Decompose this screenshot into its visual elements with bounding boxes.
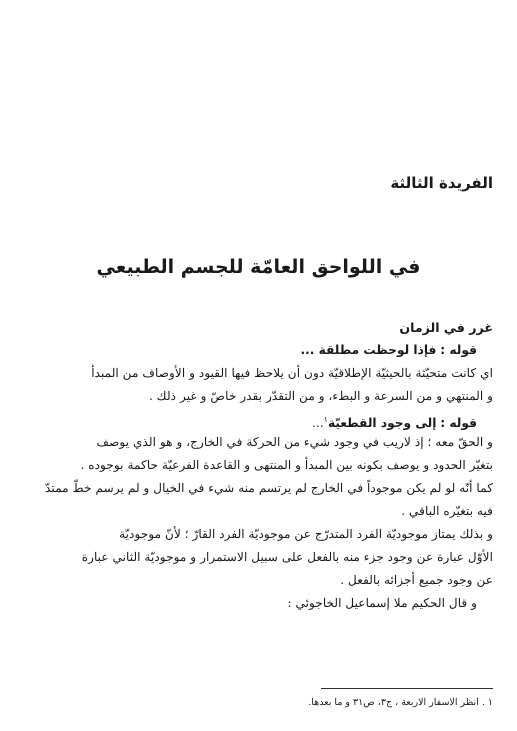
qawl-line-2	[18, 408, 493, 431]
chapter-heading: الفريدة الثالثة	[390, 174, 493, 192]
paragraph-line: فيه بتغيّره الباقي .	[401, 504, 493, 518]
qawl-text: فإذا لوحظت مطلقة ...	[300, 343, 437, 357]
paragraph-line: عن وجود جميع أجزائه بالفعل .	[340, 573, 493, 587]
footnote: ١ . انظر الاسفار الاربعة ، ج٣، ص٣١ و ما بعدها.	[308, 697, 493, 708]
qawl-ellipsis: ...	[312, 416, 324, 431]
paragraph-line: الأوّل عبارة عن وجود جزء منه بالفعل على سبيل الاستمرار و موجوديّة الثاني عبارة	[81, 550, 493, 564]
paragraph-line: و بذلك يمتاز موجوديّة الفرد المتدرّج عن موجوديّة الفرد القارّ ؛ لأنّ موجوديّة	[119, 527, 493, 541]
footnote-marker: ١	[323, 415, 328, 424]
paragraph-line: بتغيّر الحدود و يوصف بكونه بين المبدأ و المنتهى و القاعدة الفرعيّة حاكمة بوجوده .	[80, 458, 493, 472]
paragraph-line: و الحقّ معه ؛ إذ لاريب في وجود شيء من الحركة في الخارج، و هو الذي يوصف	[96, 435, 493, 449]
paragraph-line: اي كانت متحيّثة بالحيثيّة الإطلاقيّة دون أن يلاحظ فيها القيود و الأوصاف من المبدأ	[91, 366, 493, 380]
paragraph-line: كما أنّه لو لم يكن موجوداً في الخارج لم يرتسم منه شيء في الخيال و لم يرسم خطّ ممتدّ	[45, 481, 493, 495]
main-title: في اللواحق العامّة للجسم الطبيعي	[96, 256, 421, 278]
paragraph-line: و قال الحكيم ملا إسماعيل الخاجوئي :	[287, 596, 477, 610]
qawl-text: إلى وجود القطعيّة	[327, 416, 437, 431]
body-text	[18, 316, 493, 615]
qawl-line-1	[18, 339, 493, 362]
section-heading: غرر في الزمان	[399, 320, 493, 335]
footnote-divider	[321, 688, 493, 689]
qawl-label: قوله :	[440, 416, 477, 431]
paragraph-line: و المنتهي و من السرعة و البطء، و من التقدّر بقدر خاصّ و غير ذلك .	[148, 389, 493, 403]
qawl-label: قوله :	[440, 343, 477, 357]
